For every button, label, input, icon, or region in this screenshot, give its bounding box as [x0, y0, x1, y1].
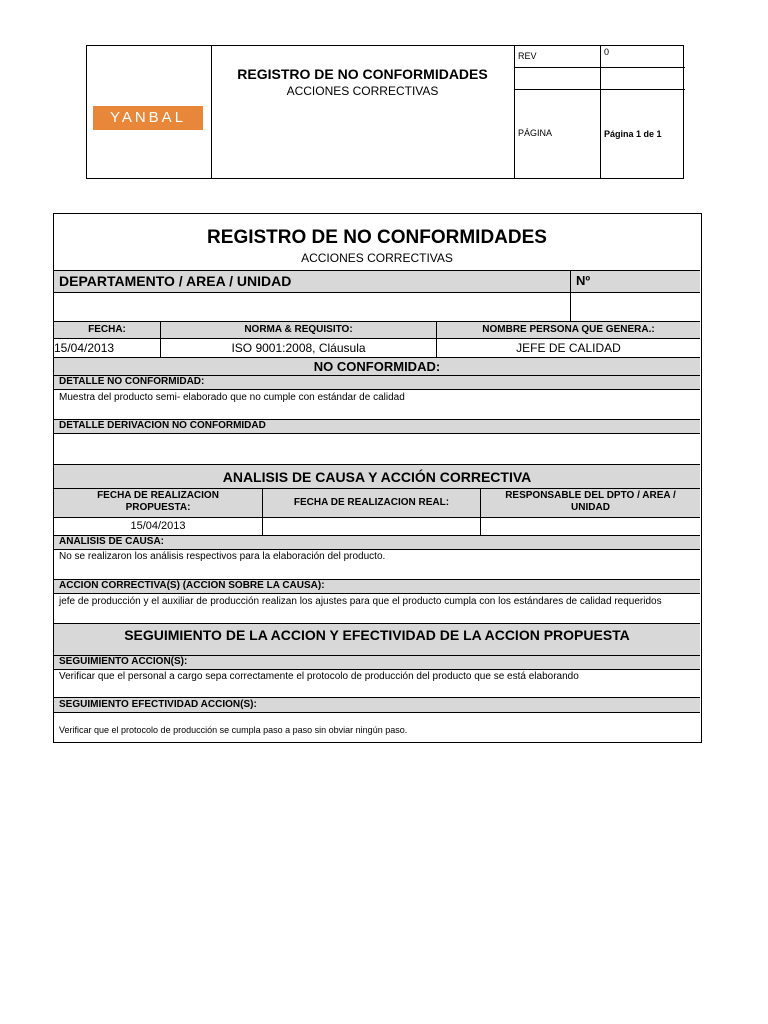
- page-label: PÁGINA: [518, 128, 553, 138]
- blank-row: [514, 68, 685, 90]
- analisis-label-row: [54, 536, 700, 550]
- analisis-value-row: [54, 550, 700, 580]
- fecha-real-value: [263, 518, 481, 535]
- derivacion-label-row: [54, 420, 700, 434]
- accion-value: jefe de producción y el auxiliar de producción realizan los ajustes para que el producto cumpla con los estándares de calidad requeridos: [59, 596, 662, 607]
- fecha-prop-value: 15/04/2013: [54, 518, 263, 535]
- norma-label: NORMA & REQUISITO:: [161, 322, 437, 338]
- no-value-cell: [571, 293, 700, 321]
- seguimiento-heading-row: [54, 624, 700, 656]
- fecha-value-row: [54, 339, 700, 358]
- fechas-header-row: [54, 489, 700, 518]
- seg-efect-label-row: [54, 698, 700, 713]
- dept-cell: [54, 271, 571, 292]
- seg-efect-value-row: [54, 713, 700, 742]
- dept-value-row: [54, 293, 700, 322]
- dept-row: [54, 271, 700, 293]
- persona-label: NOMBRE PERSONA QUE GENERA.:: [482, 324, 655, 335]
- analisis-value: No se realizaron los análisis respectivos para la elaboración del producto.: [59, 551, 386, 562]
- detalle-value: Muestra del producto semi- elaborado que no cumple con estándar de calidad: [59, 392, 405, 403]
- derivacion-label: DETALLE DERIVACION NO CONFORMIDAD: [59, 420, 266, 431]
- document-header: [86, 45, 684, 179]
- analisis-heading-row: [54, 465, 700, 489]
- accion-label-row: [54, 580, 700, 594]
- responsable-label: RESPONSABLE DEL DPTO / AREA / UNIDAD: [505, 490, 676, 513]
- fecha-value: 15/04/2013: [54, 339, 161, 357]
- no-cell: [571, 271, 700, 292]
- seg-accion-label-row: [54, 656, 700, 670]
- detalle-label-row: [54, 376, 700, 390]
- logo-cell: [87, 46, 212, 178]
- accion-label: ACCION CORRECTIVA(S) (ACCION SOBRE LA CAUSA):: [59, 580, 325, 591]
- detalle-label: DETALLE NO CONFORMIDAD:: [59, 376, 205, 387]
- analisis-label: ANALISIS DE CAUSA:: [59, 536, 165, 547]
- fecha-header-row: [54, 322, 700, 339]
- page-value: Página 1 de 1: [604, 129, 662, 139]
- form-title-row: [54, 214, 700, 271]
- nc-heading: NO CONFORMIDAD:: [313, 359, 441, 374]
- nc-form: [53, 213, 702, 743]
- accion-value-row: [54, 594, 700, 624]
- fecha-prop-label: FECHA DE REALIZACION PROPUESTA:: [54, 489, 263, 517]
- form-title: REGISTRO DE NO CONFORMIDADES: [207, 227, 547, 248]
- yanbal-logo: [93, 106, 203, 130]
- seg-efect-value: Verificar que el protocolo de producción se cumpla paso a paso sin obviar ningún paso.: [59, 725, 408, 735]
- seg-accion-value: Verificar que el personal a cargo sepa correctamente el protocolo de producción del producto que se está elaborando: [59, 671, 579, 682]
- fecha-label: FECHA:: [54, 322, 161, 338]
- dept-value-cell: [54, 293, 571, 321]
- header-meta: [514, 46, 685, 178]
- fecha-real-label: FECHA DE REALIZACION REAL:: [263, 489, 481, 517]
- detalle-value-row: [54, 390, 700, 420]
- seguimiento-heading: SEGUIMIENTO DE LA ACCION Y EFECTIVIDAD DE LA ACCION PROPUESTA: [124, 627, 630, 643]
- page-row: [514, 90, 685, 178]
- rev-label: REV: [518, 51, 537, 61]
- fechas-value-row: [54, 518, 700, 536]
- responsable-value: [481, 518, 700, 535]
- header-subtitle: ACCIONES CORRECTIVAS: [286, 84, 439, 98]
- form-subtitle: ACCIONES CORRECTIVAS: [301, 251, 453, 265]
- rev-row: [514, 46, 685, 68]
- derivacion-value-row: [54, 434, 700, 465]
- logo-text: YANBAL: [109, 109, 187, 126]
- dept-label: DEPARTAMENTO / AREA / UNIDAD: [59, 273, 292, 289]
- analisis-heading: ANALISIS DE CAUSA Y ACCIÓN CORRECTIVA: [222, 469, 532, 485]
- rev-value: 0: [604, 47, 610, 57]
- seg-accion-label: SEGUIMIENTO ACCION(S):: [59, 656, 188, 667]
- norma-value: ISO 9001:2008, Cláusula: [161, 339, 437, 357]
- persona-value: JEFE DE CALIDAD: [516, 341, 621, 355]
- header-title: REGISTRO DE NO CONFORMIDADES: [237, 66, 488, 82]
- seg-accion-value-row: [54, 670, 700, 698]
- header-title-cell: [211, 46, 515, 178]
- no-label: Nº: [576, 273, 591, 288]
- seg-efect-label: SEGUIMIENTO EFECTIVIDAD ACCION(S):: [59, 699, 257, 710]
- nc-heading-row: [54, 358, 700, 376]
